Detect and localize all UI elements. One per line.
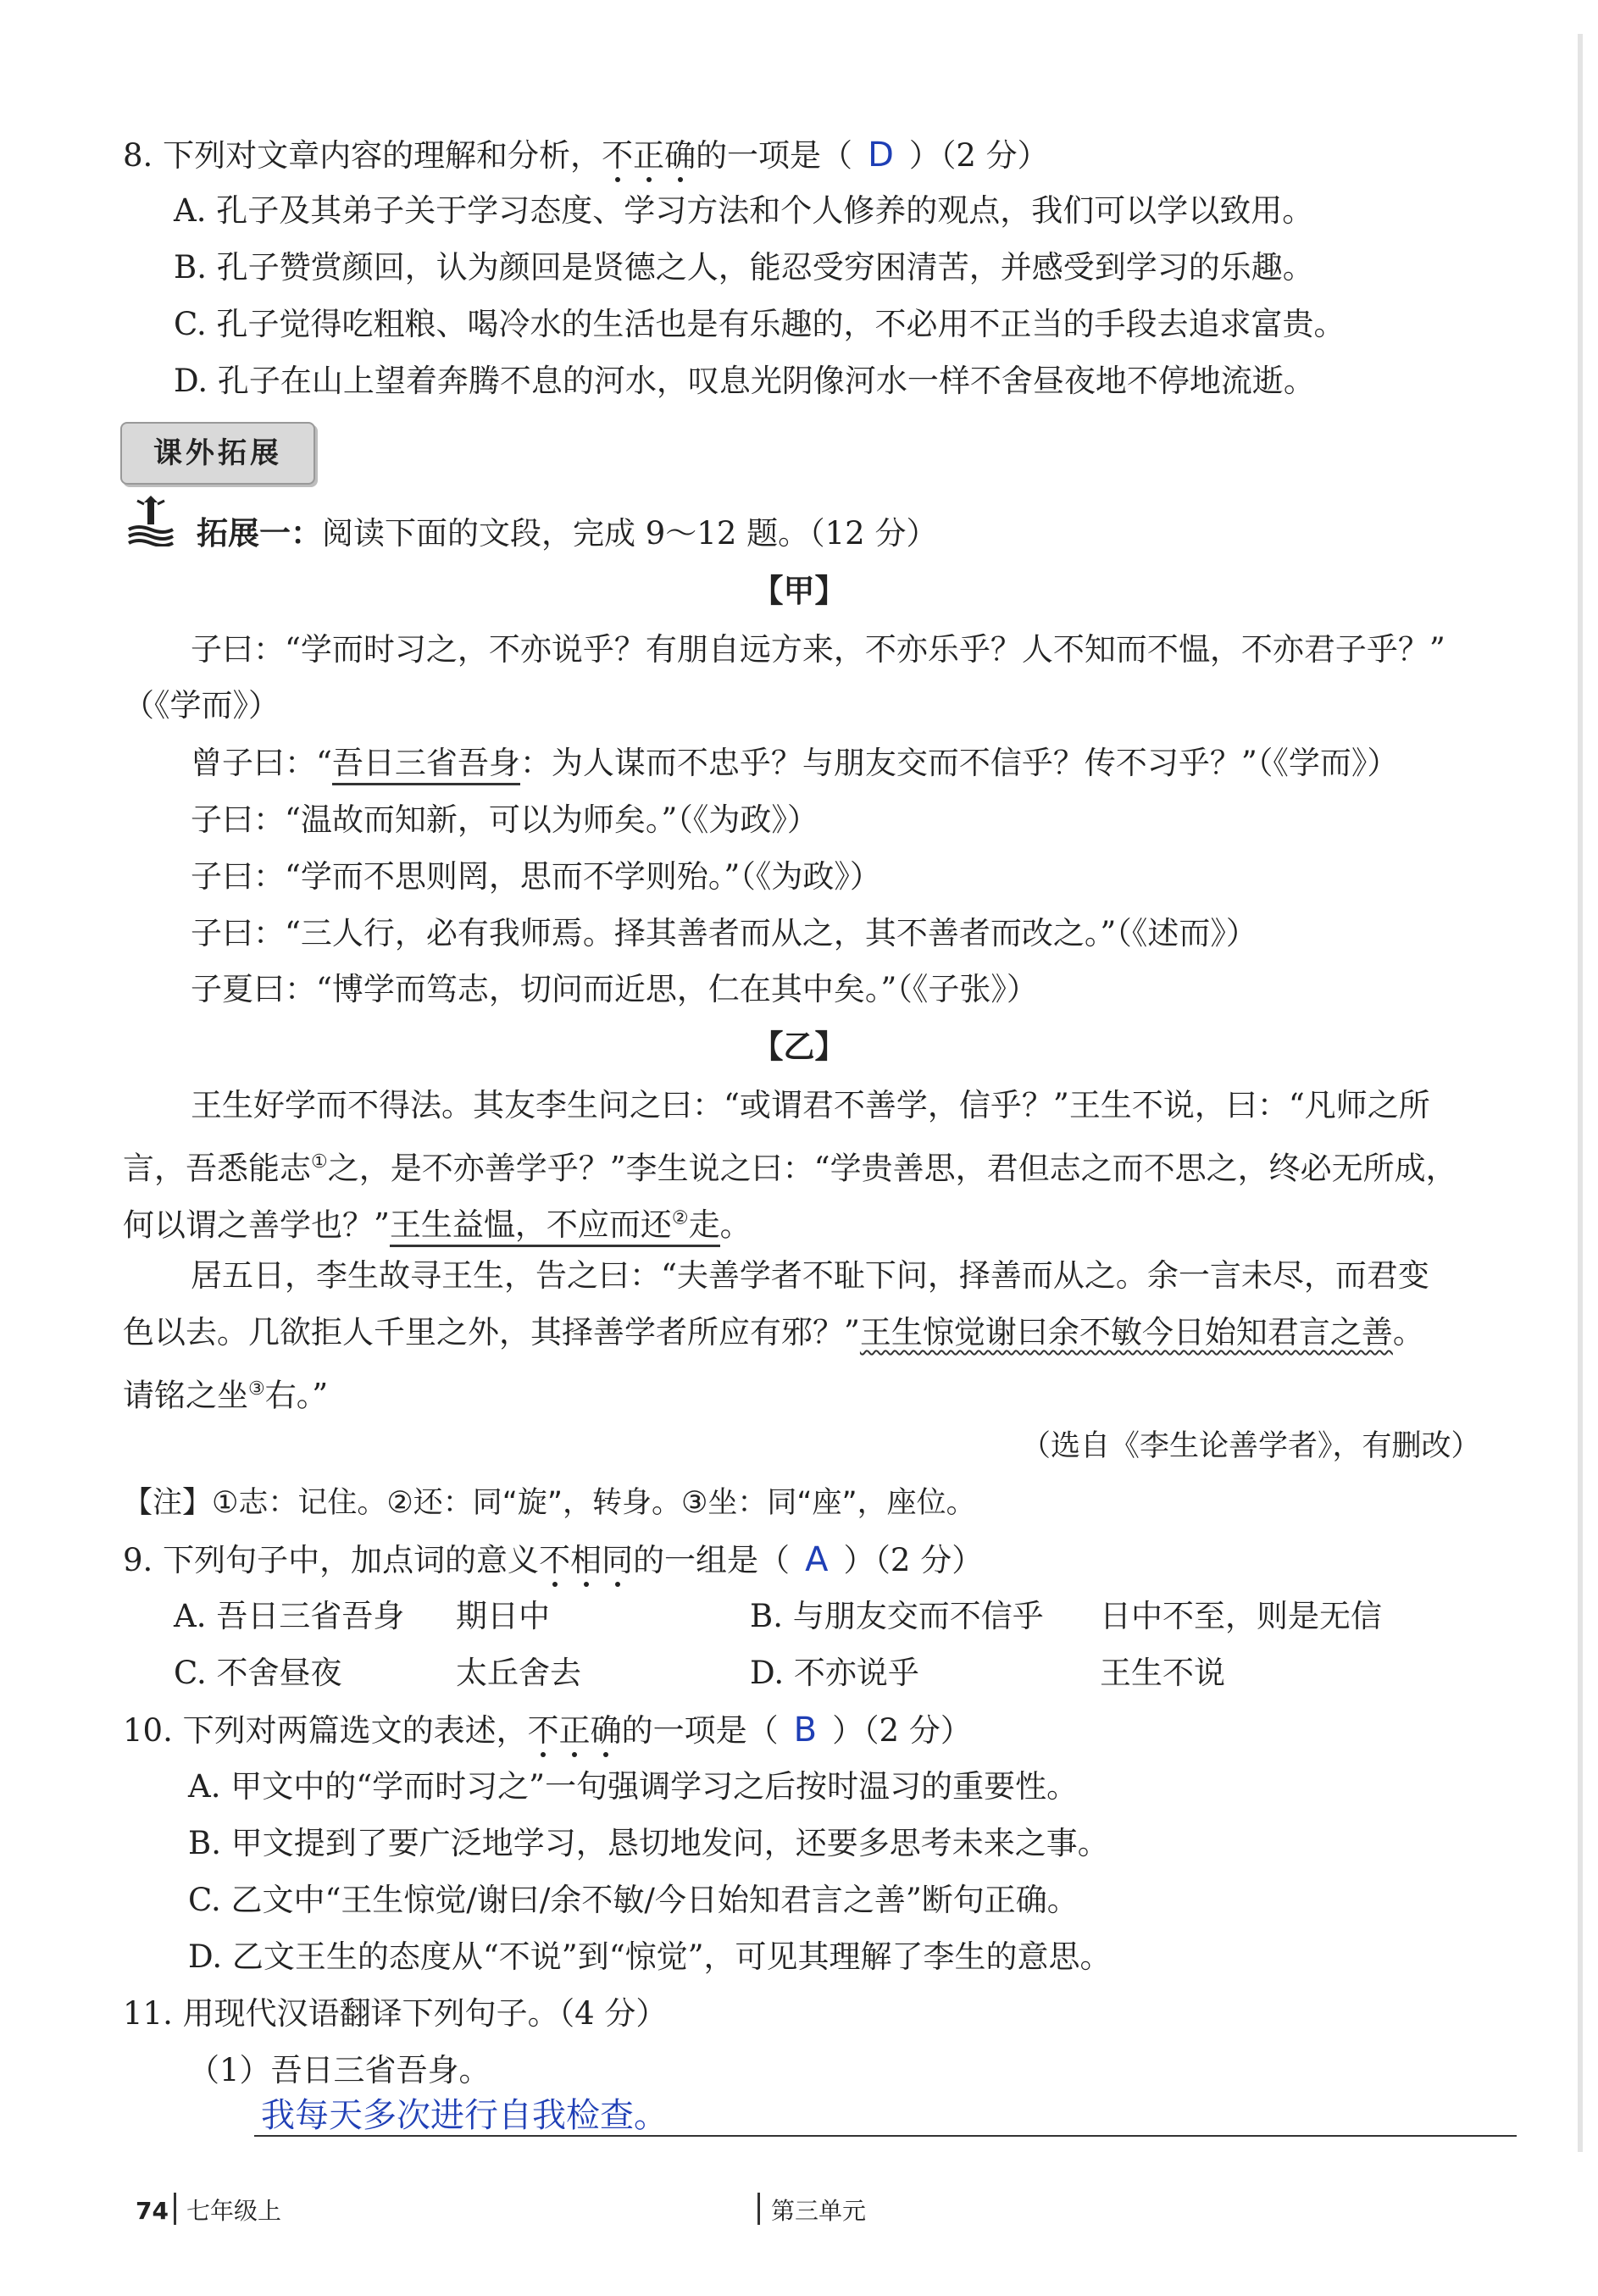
q9-option-d-right: 王生不说	[1100, 1655, 1225, 1691]
footer-unit: 第三单元	[771, 2197, 867, 2225]
yi-underlined-end: 走	[688, 1206, 720, 1244]
yi-p2-line-2	[123, 1312, 1424, 1354]
q9-stem-end: 的一组是（	[633, 1542, 791, 1578]
q9-option-b-right: 日中不至，则是无信	[1100, 1598, 1382, 1634]
yi-p2-line-1: 居五日，李生故寻王生，告之曰：“夫善学者不耻下问，择善而从之。余一言未尽，而君变	[191, 1257, 1429, 1294]
q9-score: ）（2 分）	[843, 1542, 984, 1578]
section-badge: 课外拓展	[120, 422, 315, 485]
source-note: （选自《李生论善学者》，有删改）	[1021, 1429, 1481, 1463]
q8-stem-text: 8. 下列对文章内容的理解和分析，	[123, 137, 602, 174]
yi-p1-line-1: 王生好学而不得法。其友李生问之曰：“或谓君不善学，信乎？”王生不说，曰：“凡师之所	[191, 1087, 1430, 1123]
q10-stem-text: 10. 下列对两篇选文的表述，	[123, 1712, 528, 1749]
yi-p1-line-2-b: 之，是不亦善学乎？”李生说之曰：“学贵善思，君但志之而不思之，终必无所成，	[327, 1150, 1457, 1187]
q11-answer1: 我每天多次进行自我检查。	[261, 2096, 668, 2135]
q10-stem	[123, 1709, 972, 1752]
q8-score: ）（2 分）	[908, 137, 1049, 174]
jia-zengzi-end: ：为人谋而不忠乎？与朋友交而不信乎？传不习乎？”（《学而》）	[519, 745, 1399, 781]
q8-answer: D	[868, 136, 894, 175]
q8-stem-end: 的一项是（	[696, 137, 853, 174]
jia-line-2: （《学而》）	[123, 687, 280, 724]
jia-line-3	[191, 742, 1398, 785]
footer-grade: 七年级上	[186, 2197, 282, 2225]
q9-stem-text: 9. 下列句子中，加点词的意义	[123, 1542, 540, 1578]
jia-line-6: 子曰：“三人行，必有我师焉。择其善者而从之，其不善者而改之。”（《述而》）	[191, 915, 1257, 951]
yi-p2-line-3	[123, 1368, 328, 1417]
q10-stem-end: 的一项是（	[621, 1712, 779, 1749]
q10-option-b: B. 甲文提到了要广泛地学习，恳切地发问，还要多思考未来之事。	[188, 1825, 1109, 1861]
lighthouse-icon	[125, 496, 176, 546]
yi-p2-line-2-end: 。	[1392, 1314, 1424, 1350]
q9-emphasis: 不相同	[539, 1542, 634, 1578]
answer-line	[254, 2135, 1517, 2137]
jia-zengzi-start: 曾子曰：“	[191, 745, 332, 781]
q10-score: ）（2 分）	[832, 1712, 972, 1749]
q9-option-a-left: A. 吾日三省吾身	[174, 1598, 405, 1634]
yi-p1-line-3-end: 。	[719, 1206, 752, 1244]
q8-emphasis: 不正确	[602, 137, 696, 174]
footnotes: 【注】①志：记住。②还：同“旋”，转身。③坐：同“座”，座位。	[123, 1486, 976, 1520]
footer-divider-left	[174, 2193, 176, 2225]
q8-option-d: D. 孔子在山上望着奔腾不息的河水，叹息光阴像河水一样不舍昼夜地不停地流逝。	[174, 363, 1315, 399]
yi-heading: 【乙】	[752, 1028, 846, 1065]
footnote-marker-2: ②	[671, 1208, 689, 1229]
yi-p2-line-3-b: 右。”	[264, 1377, 329, 1414]
q8-option-b: B. 孔子赞赏颜回，认为颜回是贤德之人，能忍受穷困清苦，并感受到学习的乐趣。	[174, 249, 1314, 286]
yi-p2-line-2-a: 色以去。几欲拒人千里之外，其择善学者所应有邪？”	[123, 1314, 860, 1350]
q9-stem	[123, 1539, 983, 1582]
extension-title-label: 拓展一：	[197, 514, 322, 552]
footnote-marker-3: ③	[248, 1378, 265, 1400]
jia-line-7: 子夏曰：“博学而笃志，切问而近思，仁在其中矣。”（《子张》）	[191, 971, 1038, 1007]
yi-p1-line-2-a: 言，吾悉能志	[123, 1150, 311, 1187]
q11-sub1: （1）吾日三省吾身。	[188, 2052, 491, 2088]
yi-underlined-phrase	[390, 1206, 720, 1247]
q9-option-b-left: B. 与朋友交而不信乎	[750, 1598, 1044, 1634]
page-number: 74	[136, 2197, 169, 2225]
jia-heading: 【甲】	[752, 572, 846, 609]
q8-option-c: C. 孔子觉得吃粗粮、喝冷水的生活也是有乐趣的，不必用不正当的手段去追求富贵。	[174, 306, 1346, 342]
extension-title	[197, 512, 938, 555]
q10-option-d: D. 乙文王生的态度从“不说”到“惊觉”，可见其理解了李生的意思。	[188, 1938, 1112, 1975]
q10-answer: B	[793, 1711, 818, 1750]
q9-option-c-left: C. 不舍昼夜	[174, 1655, 342, 1691]
yi-p1-line-3	[123, 1198, 752, 1246]
q11-stem: 11. 用现代汉语翻译下列句子。（4 分）	[123, 1995, 668, 2032]
jia-line-1: 子曰：“学而时习之，不亦说乎？有朋自远方来，不亦乐乎？人不知而不愠，不亦君子乎？”	[191, 631, 1445, 668]
page-edge-shadow	[1578, 34, 1583, 2152]
q10-emphasis: 不正确	[527, 1712, 622, 1749]
yi-p1-line-3-a: 何以谓之善学也？”	[123, 1206, 390, 1244]
q10-option-a: A. 甲文中的“学而时习之”一句强调学习之后按时温习的重要性。	[188, 1768, 1079, 1805]
q9-option-a-right: 期日中	[456, 1598, 550, 1634]
yi-p2-line-3-a: 请铭之坐	[123, 1377, 248, 1414]
q8-option-a: A. 孔子及其弟子关于学习态度、学习方法和个人修养的观点，我们可以学以致用。	[174, 192, 1314, 229]
jia-line-4: 子曰：“温故而知新，可以为师矣。”（《为政》）	[191, 801, 818, 838]
yi-p1-line-2	[123, 1141, 1457, 1190]
jia-line-5: 子曰：“学而不思则罔，思而不学则殆。”（《为政》）	[191, 858, 881, 895]
q10-option-c: C. 乙文中“王生惊觉/谢曰/余不敏/今日始知君言之善”断句正确。	[188, 1882, 1079, 1918]
q9-option-c-right: 太丘舍去	[456, 1655, 581, 1691]
footnote-marker-1: ①	[311, 1151, 328, 1173]
q9-option-d-left: D. 不亦说乎	[750, 1655, 919, 1691]
extension-title-text: 阅读下面的文段，完成 9～12 题。（12 分）	[322, 515, 938, 552]
footer-divider-right	[757, 2193, 760, 2225]
q9-answer: A	[805, 1540, 829, 1579]
q8-stem	[123, 134, 1049, 177]
yi-wavy-sentence: 王生惊觉谢曰余不敏今日始知君言之善	[859, 1314, 1393, 1350]
jia-underlined-phrase: 吾日三省吾身	[332, 745, 520, 785]
yi-underlined-text: 王生益愠，不应而还	[389, 1206, 672, 1244]
